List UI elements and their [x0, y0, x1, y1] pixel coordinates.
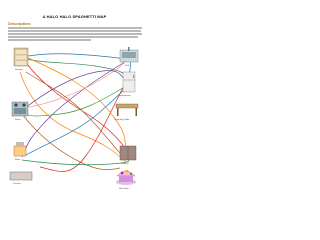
document-page: [0, 0, 149, 198]
preparing-table-station: [114, 104, 138, 121]
mixer-label: Mixer: [15, 159, 21, 161]
route-line: [22, 60, 128, 157]
route-line: [22, 58, 130, 82]
text-line: [8, 36, 138, 38]
preparing-table-label: Preparing Table: [114, 119, 130, 121]
page-title: A HALO HALO SPAGHETTI MAP: [42, 14, 107, 19]
route-line: [22, 156, 129, 165]
cabinet-label: Cabinet: [121, 163, 129, 165]
cabinet-station: [120, 146, 136, 165]
flow-routes: [20, 54, 131, 172]
stove-label: Stove: [15, 119, 21, 121]
route-line: [22, 86, 126, 116]
counter-station: [10, 172, 32, 185]
route-line: [24, 60, 128, 152]
route-line: [20, 72, 126, 162]
product-label: Halo Halo: [119, 188, 129, 190]
text-line: [8, 30, 141, 32]
mixer-station: [14, 142, 26, 161]
sink-label: Sink: [125, 65, 130, 67]
storage-label: Storage: [15, 69, 23, 71]
route-line: [24, 86, 128, 156]
refrigerator-label: Refrigerator: [119, 95, 131, 97]
description-heading: Description:: [8, 21, 32, 26]
counter-label: Counter: [13, 183, 21, 185]
text-line: [8, 33, 142, 35]
halo-halo-dessert: [116, 170, 136, 190]
text-line: [8, 27, 142, 29]
description-paragraph: [8, 27, 142, 42]
storage-station: [14, 48, 28, 71]
route-line: [40, 82, 126, 171]
spaghetti-diagram: [0, 42, 149, 198]
